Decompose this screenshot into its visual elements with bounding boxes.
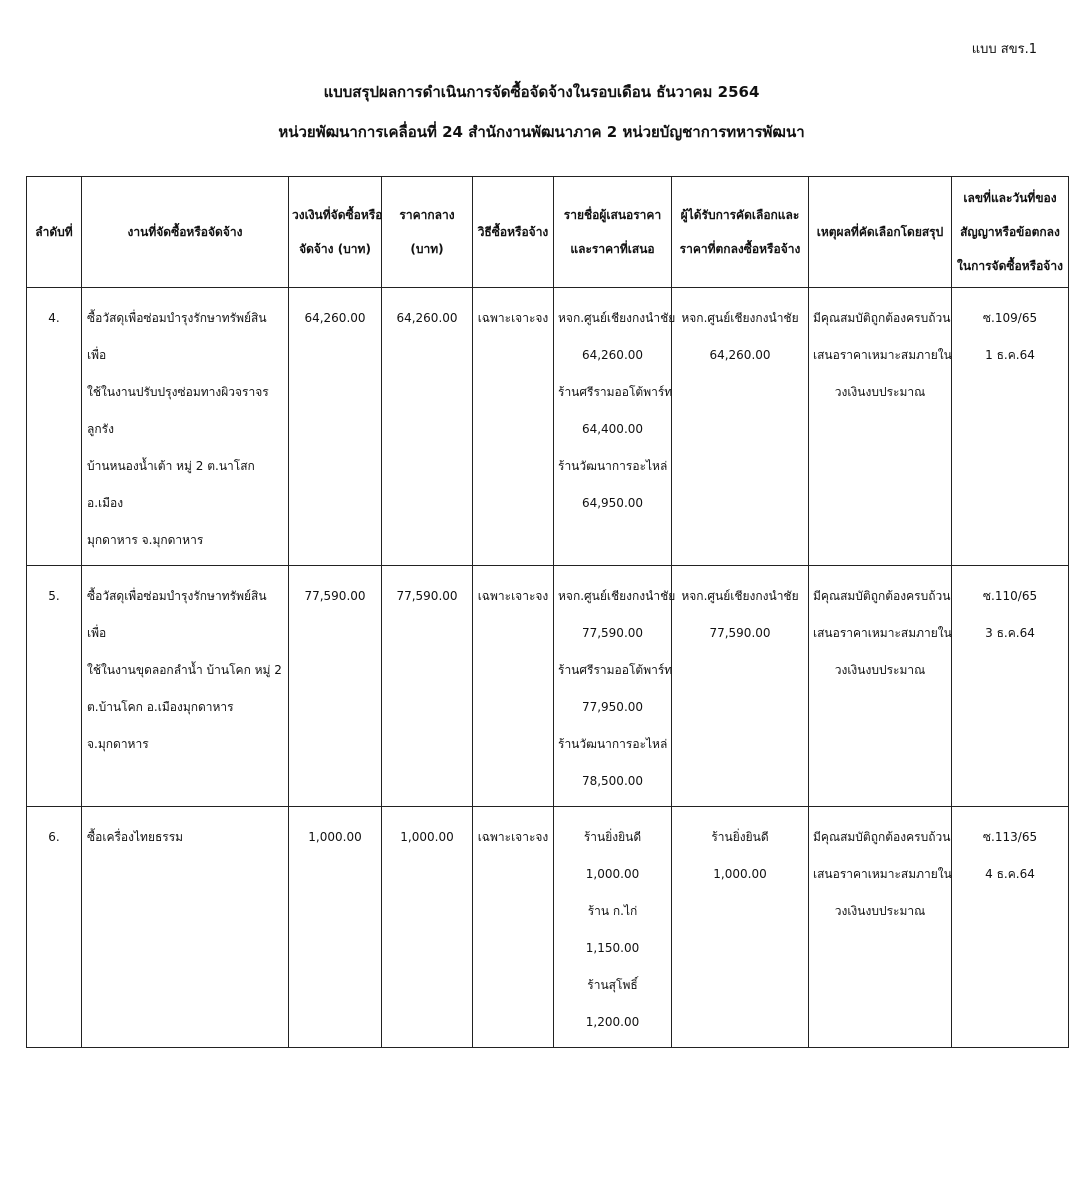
row-contract: ซ.113/65 4 ธ.ค.64 — [952, 807, 1069, 1048]
row-item: ซื้อเครื่องไทยธรรม — [82, 807, 289, 1048]
row-winner: ร้านยิ่งยินดี 1,000.00 — [672, 807, 809, 1048]
table-row — [27, 807, 1069, 1048]
table-header-row — [27, 177, 1069, 288]
header-method: วิธีซื้อหรือจ้าง — [473, 177, 554, 288]
row-no: 6. — [27, 807, 82, 1048]
document-title: แบบสรุปผลการดำเนินการจัดซื้อจัดจ้างในรอบเดือน ธันวาคม 2564 — [323, 83, 760, 101]
row-method: เฉพาะเจาะจง — [473, 807, 554, 1048]
row-reason: มีคุณสมบัติถูกต้องครบถ้วน เสนอราคาเหมาะสมภายใน วงเงินงบประมาณ — [809, 807, 952, 1048]
row-budget: 1,000.00 — [289, 807, 382, 1048]
row-no: 4. — [27, 288, 82, 566]
header-winner: ผู้ได้รับการคัดเลือกและ ราคาที่ตกลงซื้อหรือจ้าง — [672, 177, 809, 288]
table-row — [27, 566, 1069, 807]
header-item: งานที่จัดซื้อหรือจัดจ้าง — [82, 177, 289, 288]
row-reason: มีคุณสมบัติถูกต้องครบถ้วน เสนอราคาเหมาะสมภายใน วงเงินงบประมาณ — [809, 288, 952, 566]
header-reason: เหตุผลที่คัดเลือกโดยสรุป — [809, 177, 952, 288]
procurement-summary-table — [26, 176, 1069, 1048]
row-median-price: 77,590.00 — [382, 566, 473, 807]
document-subtitle: หน่วยพัฒนาการเคลื่อนที่ 24 สำนักงานพัฒนาภาค 2 หน่วยบัญชาการทหารพัฒนา — [278, 123, 805, 141]
row-median-price: 64,260.00 — [382, 288, 473, 566]
row-median-price: 1,000.00 — [382, 807, 473, 1048]
row-winner: หจก.ศูนย์เชียงกงนำชัย 64,260.00 — [672, 288, 809, 566]
row-budget: 64,260.00 — [289, 288, 382, 566]
row-winner: หจก.ศูนย์เชียงกงนำชัย 77,590.00 — [672, 566, 809, 807]
header-bidders: รายชื่อผู้เสนอราคา และราคาที่เสนอ — [554, 177, 672, 288]
row-item: ซื้อวัสดุเพื่อซ่อมบำรุงรักษาทรัพย์สิน เพื่อ ใช้ในงานขุดลอกลำน้ำ บ้านโคก หมู่ 2 ต.บ้านโคก อ.เมืองมุกดาหาร จ.มุกดาหาร — [82, 566, 289, 807]
header-no: ลำดับที่ — [27, 177, 82, 288]
row-item: ซื้อวัสดุเพื่อซ่อมบำรุงรักษาทรัพย์สิน เพื่อ ใช้ในงานปรับปรุงซ่อมทางผิวจราจรลูกรัง บ้านหนองน้ำเต้า หมู่ 2 ต.นาโสก อ.เมือง มุกดาหาร จ.มุกดาหาร — [82, 288, 289, 566]
row-no: 5. — [27, 566, 82, 807]
row-reason: มีคุณสมบัติถูกต้องครบถ้วน เสนอราคาเหมาะสมภายใน วงเงินงบประมาณ — [809, 566, 952, 807]
table-row — [27, 288, 1069, 566]
form-code: แบบ สขร.1 — [971, 42, 1037, 57]
row-budget: 77,590.00 — [289, 566, 382, 807]
row-bidders: ร้านยิ่งยินดี 1,000.00 ร้าน ก.ไก่ 1,150.00 ร้านสุโพธิ์ 1,200.00 — [554, 807, 672, 1048]
row-bidders: หจก.ศูนย์เชียงกงนำชัย 77,590.00 ร้านศรีรามออโต้พาร์ท 77,950.00 ร้านวัฒนาการอะไหล่ 78,500.00 — [554, 566, 672, 807]
row-contract: ซ.110/65 3 ธ.ค.64 — [952, 566, 1069, 807]
row-contract: ซ.109/65 1 ธ.ค.64 — [952, 288, 1069, 566]
row-method: เฉพาะเจาะจง — [473, 566, 554, 807]
header-median-price: ราคากลาง (บาท) — [382, 177, 473, 288]
row-method: เฉพาะเจาะจง — [473, 288, 554, 566]
row-bidders: หจก.ศูนย์เชียงกงนำชัย 64,260.00 ร้านศรีรามออโต้พาร์ท 64,400.00 ร้านวัฒนาการอะไหล่ 64,950.00 — [554, 288, 672, 566]
header-budget: วงเงินที่จัดซื้อหรือ จัดจ้าง (บาท) — [289, 177, 382, 288]
header-contract: เลขที่และวันที่ของ สัญญาหรือข้อตกลง ในการจัดซื้อหรือจ้าง — [952, 177, 1069, 288]
